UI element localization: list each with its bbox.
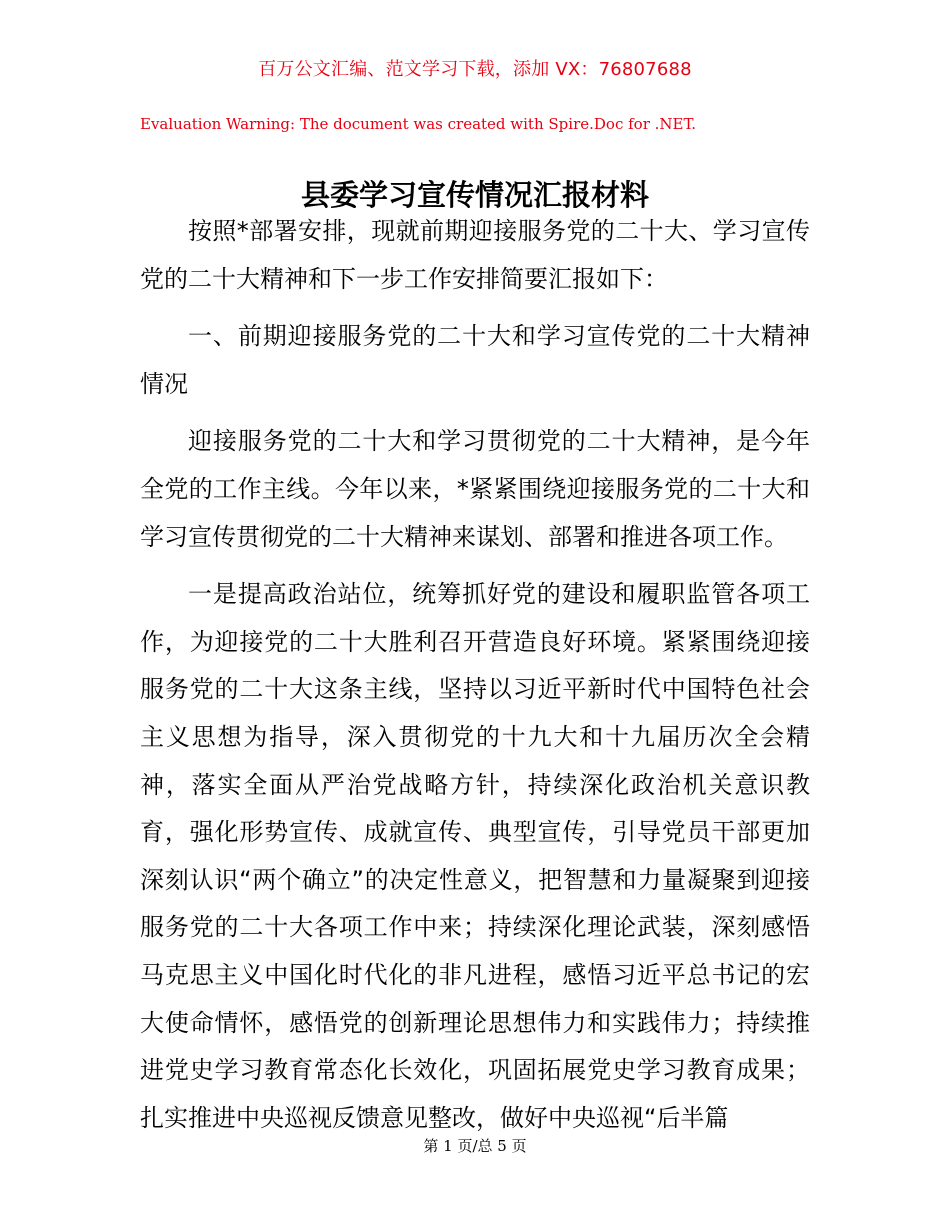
- document-title: 县委学习宣传情况汇报材料: [300, 178, 649, 213]
- header-banner: 百万公文汇编、范文学习下载，添加 VX：76807688: [258, 59, 692, 80]
- paragraph-main-line: 迎接服务党的二十大和学习贯彻党的二十大精神，是今年全党的工作主线。今年以来，*紧紧围绕迎接服务党的二十大和学习宣传贯彻党的二十大精神来谋划、部署和推进各项工作。: [140, 427, 810, 551]
- paragraph-intro: 按照*部署安排，现就前期迎接服务党的二十大、学习宣传党的二十大精神和下一步工作安排简要汇报如下：: [140, 217, 810, 293]
- evaluation-warning: Evaluation Warning: The document was created with Spire.Doc for .NET.: [140, 115, 697, 133]
- paragraph-point-one: 一是提高政治站位，统筹抓好党的建设和履职监管各项工作，为迎接党的二十大胜利召开营造良好环境。紧紧围绕迎接服务党的二十大这条主线，坚持以习近平新时代中国特色社会主义思想为指导，深入贯彻党的十九大和十九届历次全会精神，落实全面从严治党战略方针，持续深化政治机关意识教育，强化形势宣传、成就宣传、典型宣传，引导党员干部更加深刻认识“两个确立”的决定性意义，把智慧和力量凝聚到迎接服务党的二十大各项工作中来；持续深化理论武装，深刻感悟马克思主义中国化时代化的非凡进程，感悟习近平总书记的宏大使命情怀，感悟党的创新理论思想伟力和实践伟力；持续推进党史学习教育常态化长效化，巩固拓展党史学习教育成果；扎实推进中央巡视反馈意见整改，做好中央巡视“后半篇: [140, 580, 810, 1132]
- paragraph-section-heading: 一、前期迎接服务党的二十大和学习宣传党的二十大精神情况: [140, 322, 810, 398]
- document-body: [140, 208, 810, 1152]
- page-number: 第 1 页/总 5 页: [423, 1137, 527, 1155]
